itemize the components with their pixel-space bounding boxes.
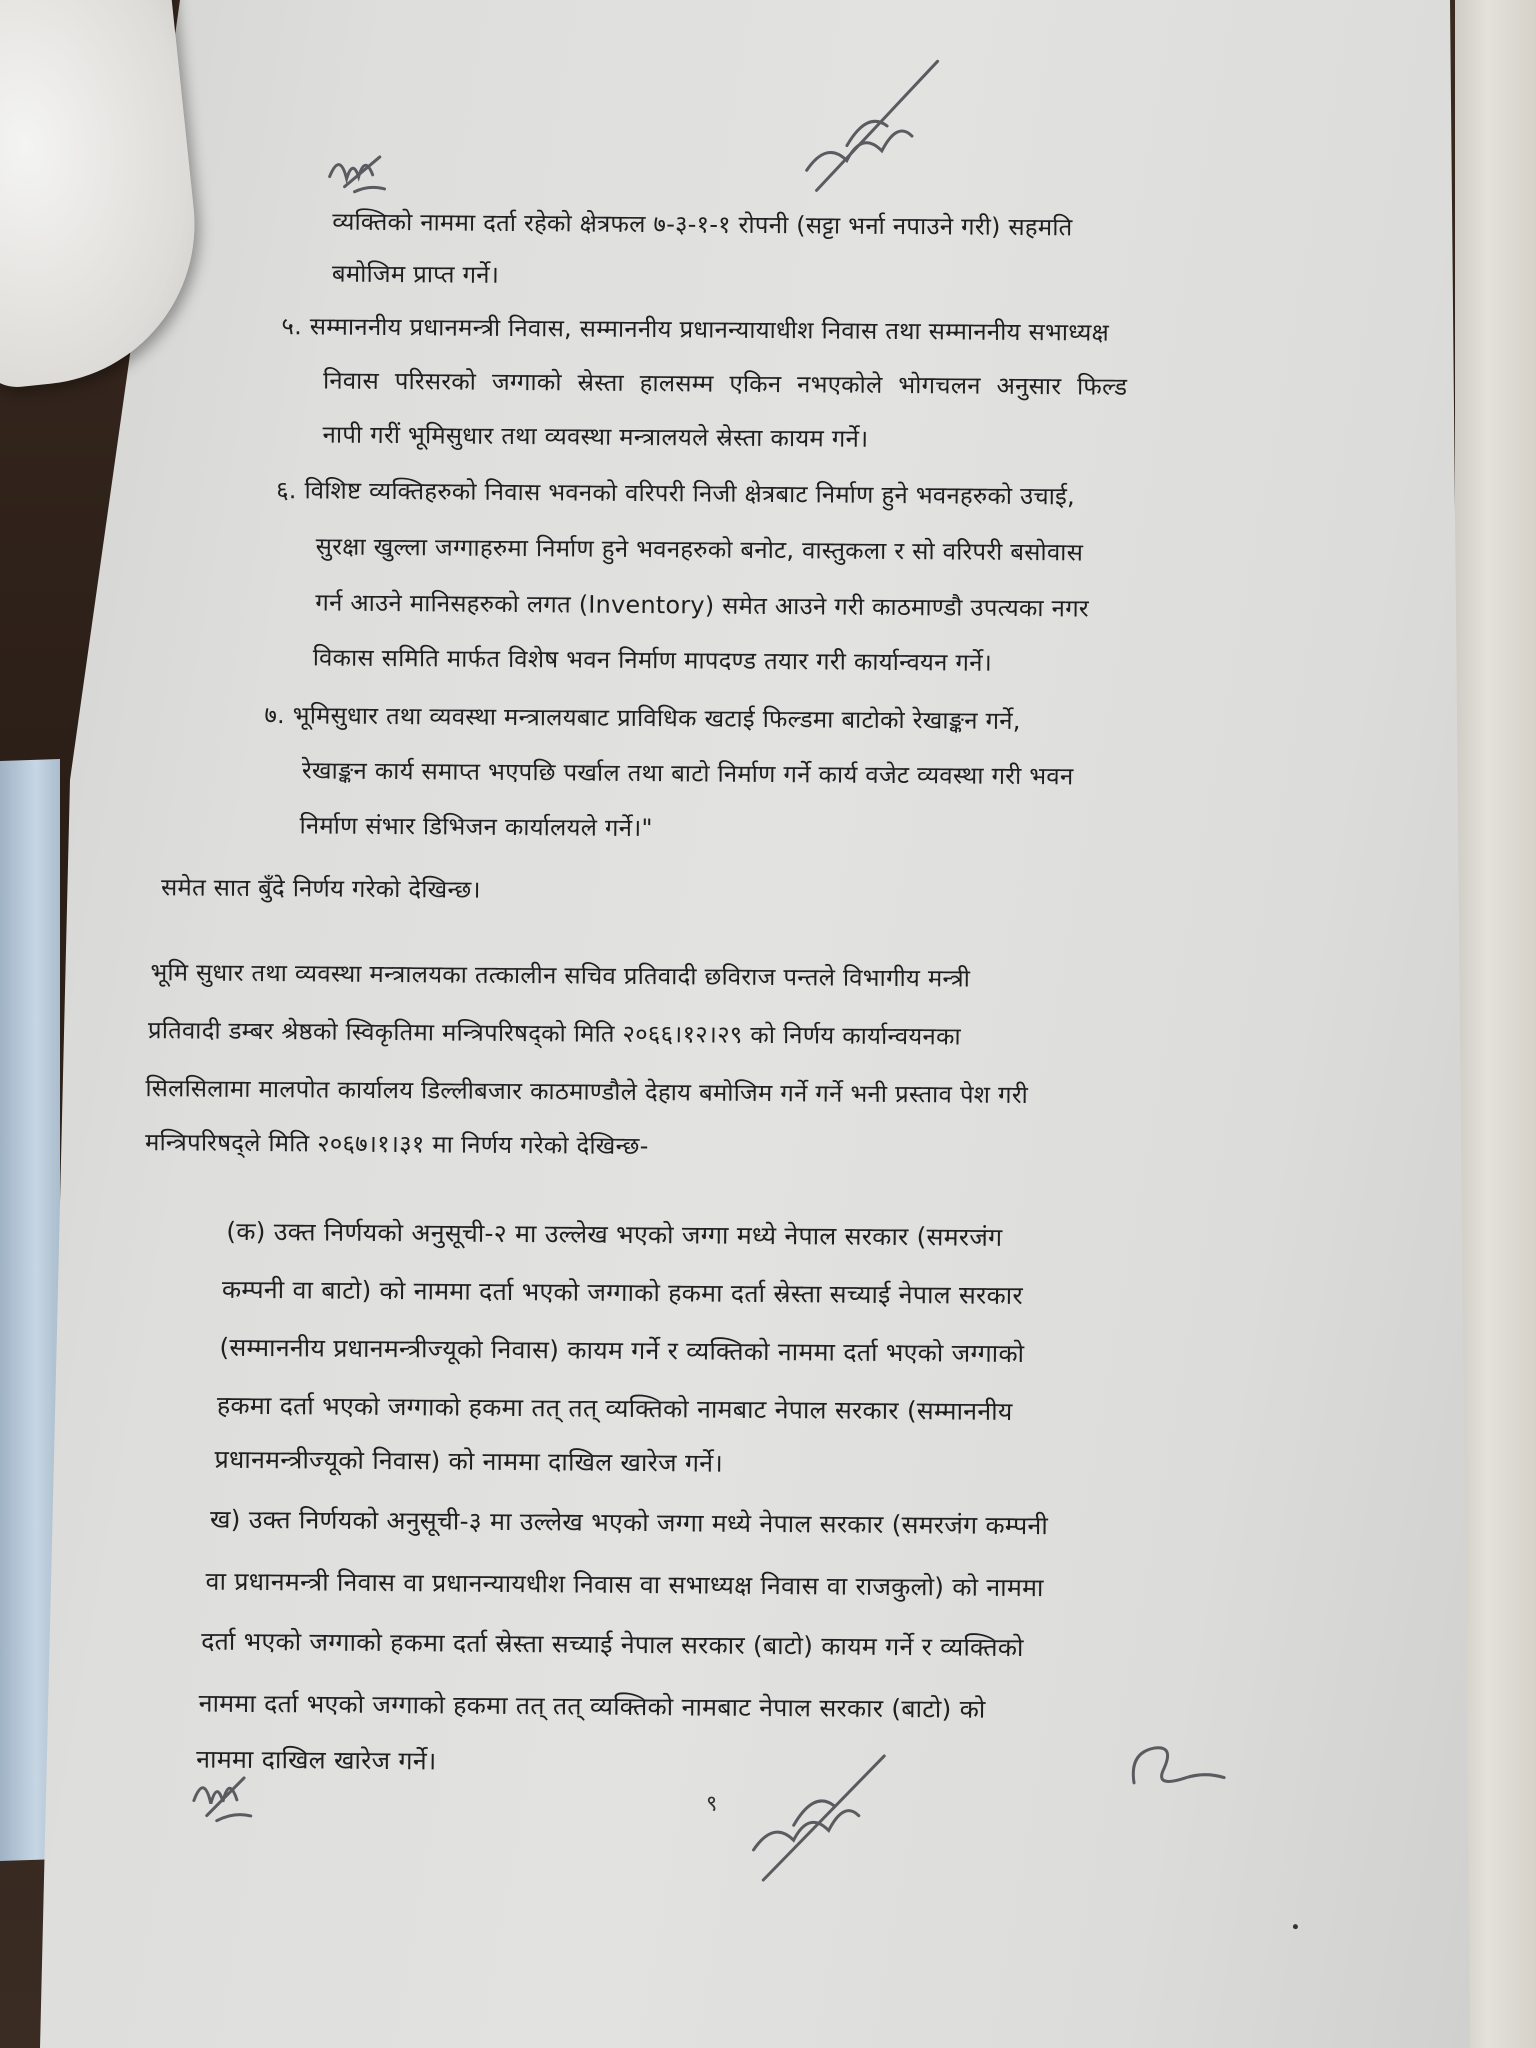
text-line: मन्त्रिपरिषद्ले मिति २०६७।१।३१ मा निर्णय गरेको देखिन्छ- xyxy=(144,1128,649,1161)
text-line: बमोजिम प्राप्त गर्ने। xyxy=(331,259,500,289)
initial-signature-bottom-right xyxy=(1124,1733,1235,1804)
text-line: गर्न आउने मानिसहरुको लगत (Inventory) समेत आउने गरी काठमाण्डौ उपत्यका नगर xyxy=(315,588,1089,623)
text-line: कम्पनी वा बाटो) को नाममा दर्ता भएको जग्गाको हकमा दर्ता स्रेस्ता सच्याई नेपाल सरकार xyxy=(221,1274,1023,1311)
text-line: (सम्माननीय प्रधानमन्त्रीज्यूको निवास) कायम गर्ने र व्यक्तिको नाममा दर्ता भएको जग्गाको xyxy=(219,1332,1025,1369)
text-line: प्रधानमन्त्रीज्यूको निवास) को नाममा दाखिल खारेज गर्ने। xyxy=(214,1444,724,1478)
text-line: विकास समिति मार्फत विशेष भवन निर्माण मापदण्ड तयार गरी कार्यान्वयन गर्ने। xyxy=(312,643,993,677)
text-line: ५. सम्माननीय प्रधानमन्त्री निवास, सम्माननीय प्रधानन्यायाधीश निवास तथा सम्माननीय सभाध्यक्ष xyxy=(281,312,1110,347)
text-line: रेखाङ्कन कार्य समाप्त भएपछि पर्खाल तथा बाटो निर्माण गर्ने कार्य वजेट व्यवस्था गरी भवन xyxy=(301,756,1074,791)
text-line: प्रतिवादी डम्बर श्रेष्ठको स्विकृतिमा मन्त्रिपरिषद्को मिति २०६६।१२।२९ को निर्णय कार्यान्वयनका xyxy=(147,1016,961,1051)
initial-signature-top-left xyxy=(324,146,394,197)
page-number: ९ xyxy=(705,1791,718,1817)
signature-bottom xyxy=(733,1740,904,1891)
text-line: दर्ता भएको जग्गाको हकमा दर्ता स्रेस्ता सच्याई नेपाल सरकार (बाटो) कायम गर्ने र व्यक्तिको xyxy=(201,1626,1024,1663)
text-line: हकमा दर्ता भएको जग्गाको हकमा तत् तत् व्यक्तिको नामबाट नेपाल सरकार (सम्माननीय xyxy=(216,1390,1013,1426)
text-line: निर्माण संभार डिभिजन कार्यालयले गर्ने।" xyxy=(299,811,653,843)
text-line: समेत सात बुँदे निर्णय गरेको देखिन्छ। xyxy=(160,873,481,904)
initial-signature-bottom-left xyxy=(189,1765,259,1826)
text-line: ७. भूमिसुधार तथा व्यवस्था मन्त्रालयबाट प्राविधिक खटाई फिल्डमा बाटोको रेखाङ्कन गर्ने, xyxy=(264,701,1021,735)
signature-top xyxy=(786,50,957,211)
text-line: व्यक्तिको नाममा दर्ता रहेको क्षेत्रफल ७-३-१-१ रोपनी (सट्टा भर्ना नपाउने गरी) सहमति xyxy=(332,207,1073,242)
text-line: वा प्रधानमन्त्री निवास वा प्रधानन्यायधीश निवास वा सभाध्यक्ष निवास वा राजकुलो) को नाममा xyxy=(205,1566,1044,1603)
text-line: (क) उक्त निर्णयको अनुसूची-२ मा उल्लेख भएको जग्गा मध्ये नेपाल सरकार (समरजंग xyxy=(226,1216,1003,1252)
text-line: सुरक्षा खुल्ला जग्गाहरुमा निर्माण हुने भवनहरुको बनोट, वास्तुकला र सो वरिपरी बसोवास xyxy=(315,532,1084,567)
text-line: निवास परिसरको जग्गाको स्रेस्ता हालसम्म एकिन नभएकोले भोगचलन अनुसार फिल्ड xyxy=(322,366,1128,401)
text-line: भूमि सुधार तथा व्यवस्था मन्त्रालयका तत्कालीन सचिव प्रतिवादी छविराज पन्तले विभागीय मन्त्री xyxy=(150,958,971,993)
ink-dot xyxy=(1293,1924,1298,1929)
text-line: सिलसिलामा मालपोत कार्यालय डिल्लीबजार काठमाण्डौले देहाय बमोजिम गर्ने गर्ने भनी प्रस्ताव पेश गरी xyxy=(145,1074,1029,1110)
text-line: ख) उक्त निर्णयको अनुसूची-३ मा उल्लेख भएको जग्गा मध्ये नेपाल सरकार (समरजंग कम्पनी xyxy=(209,1504,1049,1541)
text-line: नापी गरीं भूमिसुधार तथा व्यवस्था मन्त्रालयले स्रेस्ता कायम गर्ने। xyxy=(322,420,869,453)
text-line: नाममा दाखिल खारेज गर्ने। xyxy=(196,1744,437,1776)
text-line: नाममा दर्ता भएको जग्गाको हकमा तत् तत् व्यक्तिको नामबाट नेपाल सरकार (बाटो) को xyxy=(198,1688,986,1724)
text-line: ६. विशिष्ट व्यक्तिहरुको निवास भवनको वरिपरी निजी क्षेत्रबाट निर्माण हुने भवनहरुको उचाई, xyxy=(276,476,1076,511)
